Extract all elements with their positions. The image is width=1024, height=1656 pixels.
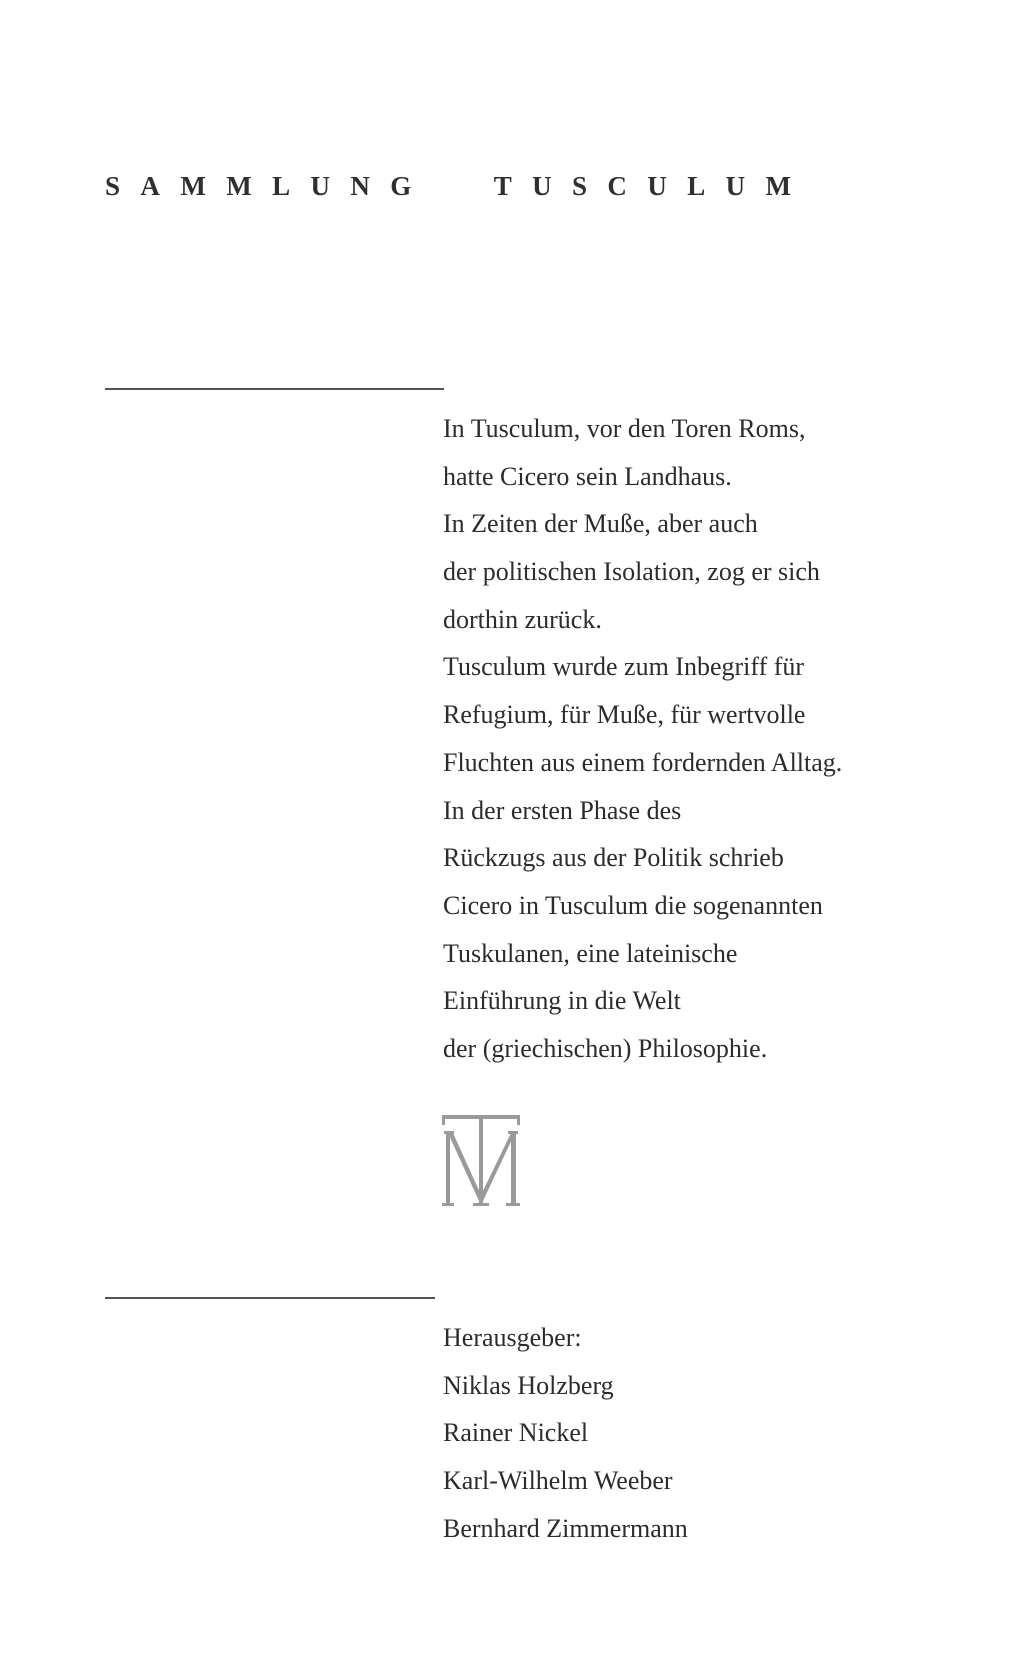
editors-section	[443, 1314, 963, 1552]
editors-list	[443, 1362, 963, 1553]
description-line: dorthin zurück.	[443, 604, 602, 634]
description-line: Fluchten aus einem fordernden Alltag.	[443, 747, 843, 777]
description-line: Refugium, für Muße, für wertvolle	[443, 700, 806, 730]
description-line: der politischen Isolation, zog er sich	[443, 557, 820, 587]
editor-name: Rainer Nickel	[443, 1418, 589, 1448]
series-title	[105, 168, 925, 204]
editor-name: Niklas Holzberg	[443, 1370, 614, 1400]
tusculum-logo	[442, 1115, 520, 1207]
editor-name: Bernhard Zimmermann	[443, 1513, 688, 1543]
description-line: der (griechischen) Philosophie.	[443, 1033, 768, 1063]
description-line: In Zeiten der Muße, aber auch	[443, 509, 758, 539]
series-title-word-sammlung: SAMMLUNG	[105, 171, 432, 201]
description-line: Einführung in die Welt	[443, 986, 681, 1016]
description-line: Tusculum wurde zum Inbegriff für	[443, 652, 805, 682]
description-line: hatte Cicero sein Landhaus.	[443, 461, 732, 491]
description-line: Tuskulanen, eine lateinische	[443, 938, 738, 968]
editor-name: Karl-Wilhelm Weeber	[443, 1466, 673, 1496]
series-title-word-tusculum: TUSCULUM	[493, 171, 812, 201]
bottom-divider	[105, 1297, 435, 1299]
description-line: In der ersten Phase des	[443, 795, 682, 825]
tm-monogram-icon	[442, 1115, 520, 1206]
editors-label: Herausgeber:	[443, 1323, 582, 1352]
top-divider	[105, 388, 444, 390]
description-line: In Tusculum, vor den Toren Roms,	[443, 414, 806, 443]
series-description	[443, 405, 963, 1073]
description-line: Cicero in Tusculum die sogenannten	[443, 890, 823, 920]
description-line: Rückzugs aus der Politik schrieb	[443, 843, 784, 873]
